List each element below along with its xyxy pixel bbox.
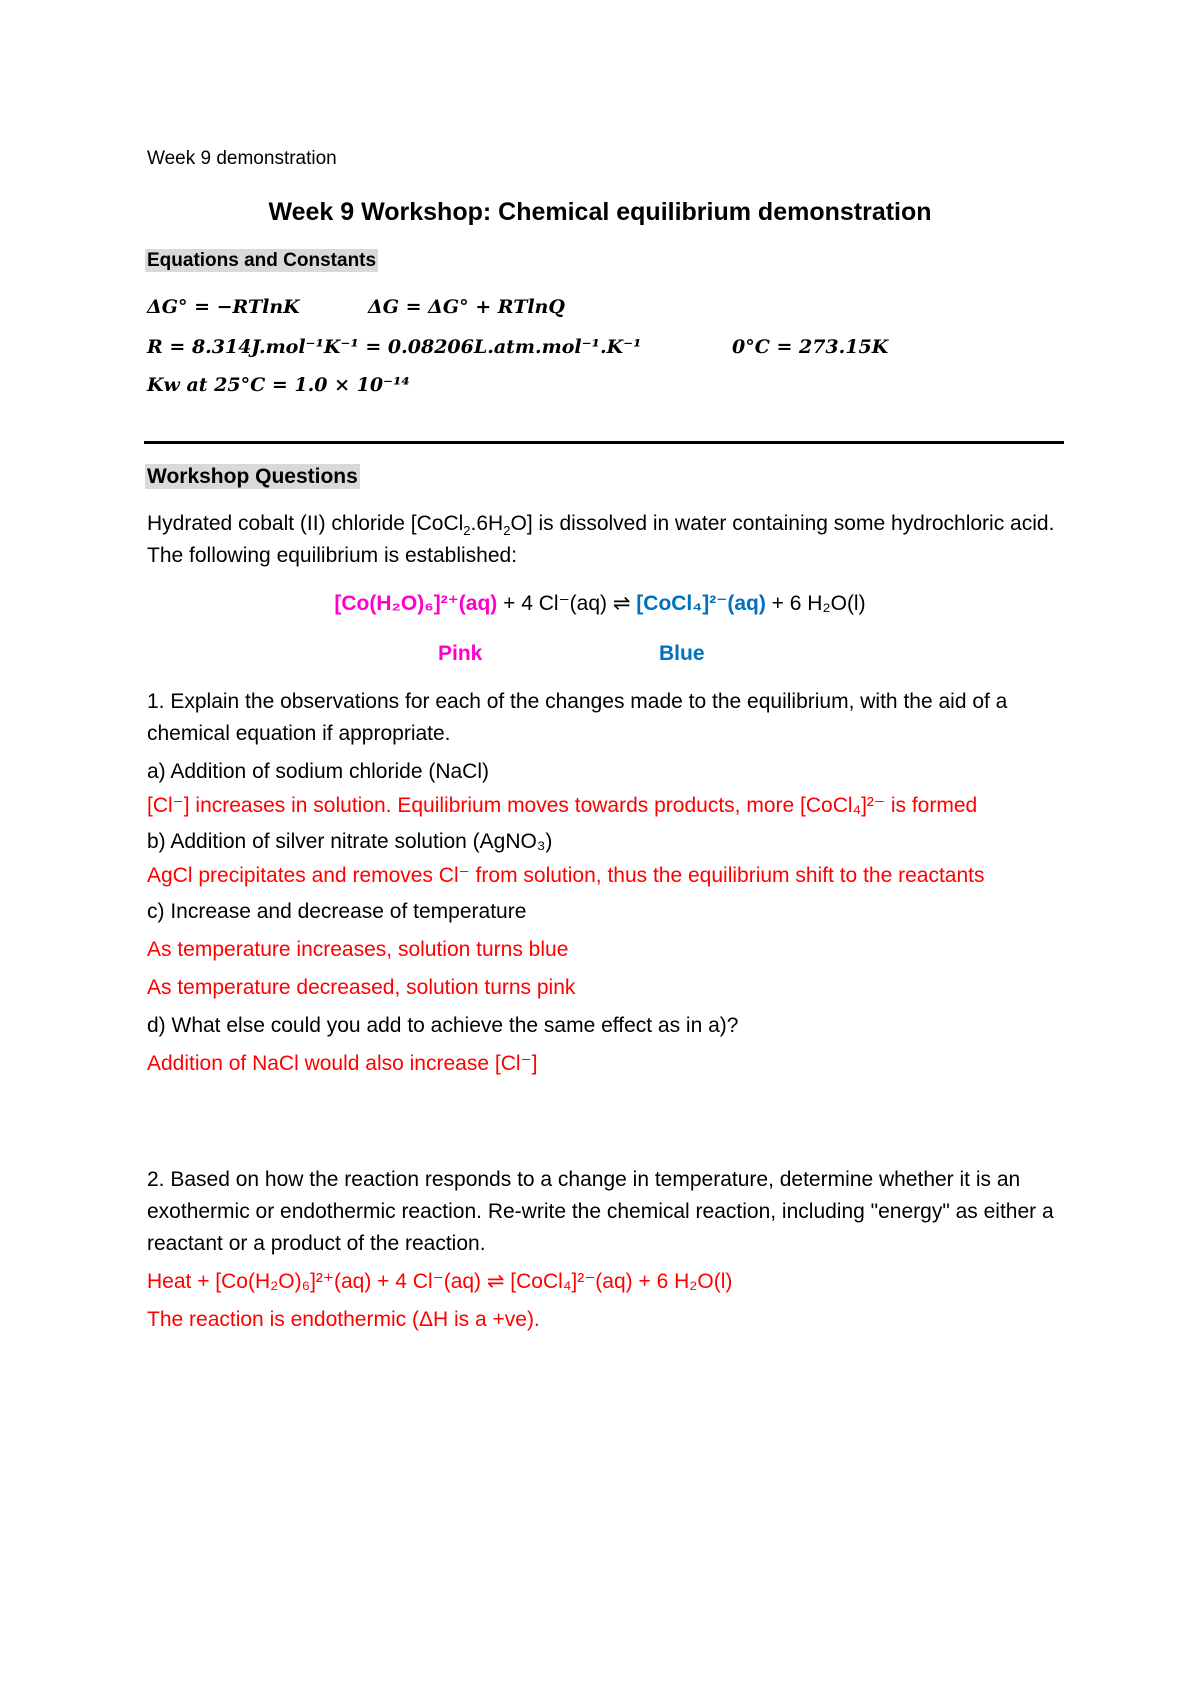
equation-kelvin-conversion: 0°C = 273.15K: [732, 336, 889, 358]
equation-gibbs-standard: ΔG° = −RTlnK: [147, 296, 300, 318]
question-1d: d) What else could you add to achieve the same effect as in a)?: [147, 1014, 739, 1037]
reaction-middle: + 4 Cl⁻(aq) ⇌: [497, 592, 637, 615]
answer-1a: [Cl⁻] increases in solution. Equilibrium moves towards products, more [CoCl₄]²⁻ is formed: [147, 794, 978, 817]
answer-1c-decrease: As temperature decreased, solution turns pink: [147, 976, 576, 999]
equation-kw: Kw at 25°C = 1.0 × 10⁻¹⁴: [147, 374, 410, 396]
answer-2-text: The reaction is endothermic (ΔH is a +ve).: [147, 1308, 540, 1331]
page-header: Week 9 demonstration: [147, 148, 337, 169]
pink-complex: [Co(H₂O)₆]²⁺(aq): [334, 592, 498, 615]
pink-label: Pink: [438, 642, 483, 665]
equations-label-text: Equations and Constants: [147, 250, 377, 271]
workshop-label-text: Workshop Questions: [147, 465, 358, 488]
equation-gas-constant: R = 8.314J.mol⁻¹K⁻¹ = 0.08206L.atm.mol⁻¹.K⁻¹: [147, 336, 642, 358]
equation-gibbs-nonstandard: ΔG = ΔG° + RTlnQ: [368, 296, 565, 318]
section-divider: [144, 441, 1064, 444]
blue-complex: [CoCl₄]²⁻(aq): [636, 592, 766, 615]
answer-1d: Addition of NaCl would also increase [Cl⁻]: [147, 1052, 538, 1075]
question-2: 2. Based on how the reaction responds to a change in temperature, determine whether it is an exothermic or endothermic reaction. Re-write the chemical reaction, including "energy" as either a reactant or a product of the reaction.: [147, 1168, 1054, 1255]
question-1: 1. Explain the observations for each of the changes made to the equilibrium, with the aid of a chemical equation if appropriate.: [147, 690, 1008, 745]
answer-1c-increase: As temperature increases, solution turns blue: [147, 938, 569, 961]
answer-1b: AgCl precipitates and removes Cl⁻ from solution, thus the equilibrium shift to the reactants: [147, 864, 985, 887]
workshop-section-label: [145, 465, 360, 489]
reaction-end: + 6 H₂O(l): [765, 592, 866, 615]
question-1b: b) Addition of silver nitrate solution (AgNO₃): [147, 830, 553, 853]
page-title: Week 9 Workshop: Chemical equilibrium demonstration: [268, 198, 932, 226]
blue-label: Blue: [659, 642, 705, 665]
answer-2-reaction: Heat + [Co(H₂O)₆]²⁺(aq) + 4 Cl⁻(aq) ⇌ [CoCl₄]²⁻(aq) + 6 H₂O(l): [147, 1270, 733, 1293]
equations-section-label: [145, 250, 378, 272]
intro-paragraph: Hydrated cobalt (II) chloride $[CoCl_2.6H_2O]$ is dissolved in water containing some hydrochloric acid. The following equilibrium is established:: [147, 512, 1055, 567]
question-1c: c) Increase and decrease of temperature: [147, 900, 527, 923]
equilibrium-reaction: [0, 588, 1200, 620]
question-1a: a) Addition of sodium chloride (NaCl): [147, 760, 489, 783]
